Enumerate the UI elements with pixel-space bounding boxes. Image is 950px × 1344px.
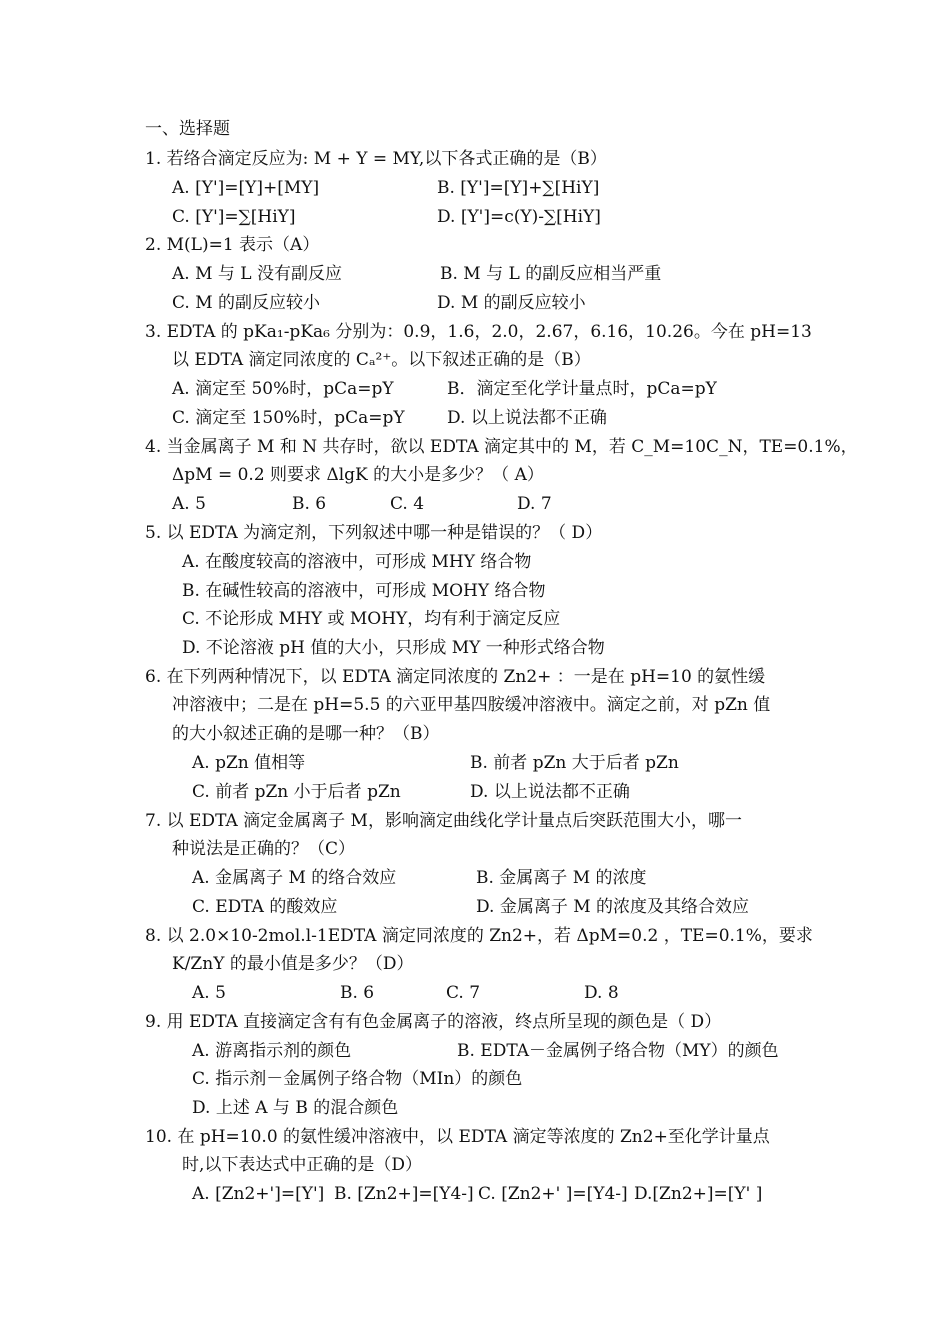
question-7-option-b: B. 金属离子 M 的浓度	[476, 868, 647, 888]
question-7-option-a: A. 金属离子 M 的络合效应	[192, 868, 397, 888]
question-2-option-c: C. M 的副反应较小	[172, 293, 321, 313]
question-1-option-a: A. [Y']=[Y]+[MY]	[172, 178, 320, 198]
question-3-option-c: C. 滴定至 150%时，pCa=pY	[172, 408, 405, 428]
question-3-stem-line-2: 以 EDTA 滴定同浓度的 Cₐ²⁺。以下叙述正确的是（B）	[172, 350, 591, 370]
question-10-option-b: B. [Zn2+]=[Y4-]	[334, 1184, 474, 1204]
question-1-option-b: B. [Y']=[Y]+∑[HiY]	[437, 178, 600, 198]
question-1-option-c: C. [Y']=∑[HiY]	[172, 207, 296, 227]
question-5-option-d: D. 不论溶液 pH 值的大小，只形成 MY 一种形式络合物	[182, 638, 605, 658]
question-8-option-b: B. 6	[340, 983, 375, 1003]
question-1-stem-line-1: 1. 若络合滴定反应为: M + Y = MY,以下各式正确的是（B）	[145, 149, 607, 169]
question-2-stem-line-1: 2. M(L)=1 表示（A）	[145, 235, 320, 255]
question-8-stem-line-1: 8. 以 2.0×10-2mol.l-1EDTA 滴定同浓度的 Zn2+，若 ΔpM=0.2 ，TE=0.1%，要求	[145, 926, 813, 946]
question-6-option-a: A. pZn 值相等	[192, 753, 306, 773]
question-5-option-a: A. 在酸度较高的溶液中，可形成 MHY 络合物	[182, 552, 532, 572]
question-7-option-d: D. 金属离子 M 的浓度及其络合效应	[476, 897, 750, 917]
question-10-stem-line-1: 10. 在 pH=10.0 的氨性缓冲溶液中，以 EDTA 滴定等浓度的 Zn2+至化学计量点	[145, 1127, 770, 1147]
question-8-option-c: C. 7	[446, 983, 481, 1003]
question-4-stem-line-2: ΔpM = 0.2 则要求 ΔlgK 的大小是多少？（ A）	[172, 465, 544, 485]
question-7-stem-line-2: 种说法是正确的？（C）	[172, 839, 356, 859]
question-6-option-d: D. 以上说法都不正确	[470, 782, 630, 802]
question-4-option-d: D. 7	[517, 494, 552, 514]
question-8-option-d: D. 8	[584, 983, 619, 1003]
question-10-option-c: C. [Zn2+' ]=[Y4-]	[478, 1184, 628, 1204]
question-8-stem-line-2: K/ZnY 的最小值是多少？（D）	[172, 954, 414, 974]
question-3-option-b: B．滴定至化学计量点时，pCa=pY	[447, 379, 717, 399]
question-9-option-a: A. 游离指示剂的颜色	[192, 1041, 352, 1061]
question-4-option-c: C. 4	[390, 494, 425, 514]
question-6-stem-line-3: 的大小叙述正确的是哪一种？（B）	[172, 724, 440, 744]
question-1-option-d: D. [Y']=c(Y)-∑[HiY]	[437, 207, 601, 227]
question-2-option-b: B. M 与 L 的副反应相当严重	[440, 264, 662, 284]
question-7-option-c: C. EDTA 的酸效应	[192, 897, 338, 917]
question-4-option-b: B. 6	[292, 494, 327, 514]
question-10-option-a: A. [Zn2+']=[Y']	[192, 1184, 325, 1204]
question-6-option-b: B. 前者 pZn 大于后者 pZn	[470, 753, 679, 773]
question-4-option-a: A. 5	[172, 494, 206, 514]
question-9-stem-line-1: 9. 用 EDTA 直接滴定含有有色金属离子的溶液，终点所呈现的颜色是（ D）	[145, 1012, 722, 1032]
question-6-stem-line-1: 6. 在下列两种情况下，以 EDTA 滴定同浓度的 Zn2+ ：一是在 pH=10 的氨性缓	[145, 667, 766, 687]
question-10-option-d: D.[Zn2+]=[Y' ]	[634, 1184, 763, 1204]
question-5-option-b: B. 在碱性较高的溶液中，可形成 MOHY 络合物	[182, 581, 546, 601]
question-8-option-a: A. 5	[192, 983, 226, 1003]
question-3-stem-line-1: 3. EDTA 的 pKa₁-pKa₆ 分别为：0.9，1.6，2.0，2.67，6.16，10.26。今在 pH=13	[145, 322, 812, 342]
question-3-option-a: A. 滴定至 50%时，pCa=pY	[172, 379, 394, 399]
question-9-option-c: C. 指示剂－金属例子络合物（MIn）的颜色	[192, 1069, 523, 1089]
section-title: 一、选择题	[145, 119, 230, 139]
question-6-stem-line-2: 冲溶液中；二是在 pH=5.5 的六亚甲基四胺缓冲溶液中。滴定之前，对 pZn 值	[172, 695, 771, 715]
question-6-option-c: C. 前者 pZn 小于后者 pZn	[192, 782, 401, 802]
question-9-option-b: B. EDTA－金属例子络合物（MY）的颜色	[457, 1041, 779, 1061]
question-9-option-d: D. 上述 A 与 B 的混合颜色	[192, 1098, 399, 1118]
question-10-stem-line-2: 时,以下表达式中正确的是（D）	[182, 1155, 423, 1175]
question-2-option-a: A. M 与 L 没有副反应	[172, 264, 342, 284]
question-3-option-d: D. 以上说法都不正确	[447, 408, 607, 428]
question-2-option-d: D. M 的副反应较小	[437, 293, 586, 313]
question-7-stem-line-1: 7. 以 EDTA 滴定金属离子 M，影响滴定曲线化学计量点后突跃范围大小，哪一	[145, 811, 742, 831]
question-5-stem-line-1: 5. 以 EDTA 为滴定剂，下列叙述中哪一种是错误的？（ D）	[145, 523, 603, 543]
question-4-stem-line-1: 4. 当金属离子 M 和 N 共存时，欲以 EDTA 滴定其中的 M，若 C_M=10C_N，TE=0.1%，	[145, 437, 858, 457]
question-5-option-c: C. 不论形成 MHY 或 MOHY，均有利于滴定反应	[182, 609, 561, 629]
